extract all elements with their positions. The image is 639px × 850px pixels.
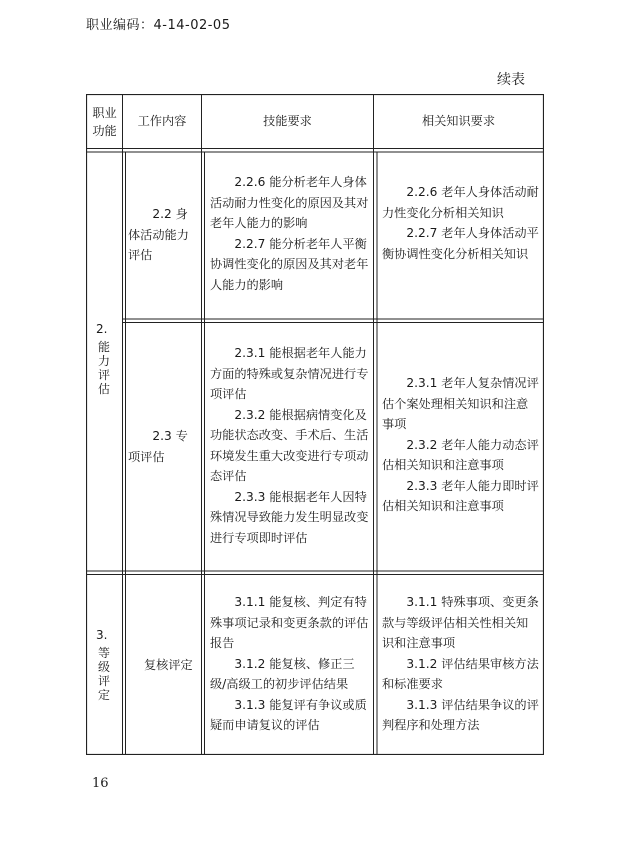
function-3-number: 3. — [96, 628, 108, 642]
skills-2-3 — [210, 343, 370, 548]
skill-item: 2.3.1 能根据老年人能力方面的特殊或复杂情况进行专项评估 — [210, 346, 369, 401]
function-2-name: 能力评估 — [97, 340, 110, 396]
column-header-work: 工作内容 — [137, 114, 187, 129]
knowledge-item: 2.3.1 老年人复杂情况评估个案处理相关知识和注意事项 — [382, 376, 539, 431]
knowledge-item: 2.3.2 老年人能力动态评估相关知识和注意事项 — [382, 437, 539, 472]
function-3 — [96, 628, 116, 702]
skill-item: 3.1.3 能复评有争议或质疑而申请复议的评估 — [210, 697, 367, 732]
competency-table — [86, 94, 544, 755]
knowledge-2-3 — [382, 373, 540, 517]
function-2-number: 2. — [96, 322, 108, 336]
work-2-3: 2.3 专项评估 — [128, 429, 188, 464]
skill-item: 2.3.3 能根据老年人因特殊情况导致能力发生明显改变进行专项即时评估 — [210, 489, 369, 545]
skill-item: 3.1.2 能复核、修正三级/高级工的初步评估结果 — [210, 656, 355, 691]
skill-item: 2.2.7 能分析老年人平衡协调性变化的原因及其对老年人能力的影响 — [210, 236, 369, 292]
column-header-function: 职业 功能 — [92, 105, 117, 138]
knowledge-2-2 — [382, 182, 540, 264]
column-header-knowledge: 相关知识要求 — [421, 114, 496, 129]
knowledge-item: 2.2.6 老年人身体活动耐力性变化分析相关知识 — [382, 185, 539, 220]
knowledge-item: 2.3.3 老年人能力即时评估相关知识和注意事项 — [382, 478, 539, 513]
skills-2-2 — [210, 172, 370, 295]
column-header-skills: 技能要求 — [263, 114, 312, 129]
knowledge-3-1 — [382, 592, 540, 736]
function-3-name: 等级评定 — [97, 646, 110, 702]
page-number: 16 — [92, 776, 109, 791]
function-2 — [96, 322, 116, 396]
skill-item: 2.3.2 能根据病情变化及功能状态改变、手术后、生活环境发生重大改变进行专项动态评估 — [210, 407, 369, 483]
skills-3-1 — [210, 592, 370, 736]
knowledge-item: 3.1.2 评估结果审核方法和标准要求 — [382, 656, 539, 691]
skill-item: 3.1.1 能复核、判定有特殊事项记录和变更条款的评估报告 — [210, 595, 369, 650]
continued-label: 续表 — [497, 72, 525, 88]
knowledge-item: 3.1.1 特殊事项、变更条款与等级评估相关性相关知识和注意事项 — [382, 595, 539, 650]
knowledge-item: 2.2.7 老年人身体活动平衡协调性变化分析相关知识 — [382, 226, 539, 261]
work-3-1: 复核评定 — [144, 658, 193, 672]
occupation-code: 职业编码：4-14-02-05 — [86, 18, 231, 33]
work-2-2: 2.2 身体活动能力评估 — [128, 207, 189, 262]
knowledge-item: 3.1.3 评估结果争议的评判程序和处理方法 — [382, 697, 539, 732]
skill-item: 2.2.6 能分析老年人身体活动耐力性变化的原因及其对老年人能力的影响 — [210, 175, 369, 230]
